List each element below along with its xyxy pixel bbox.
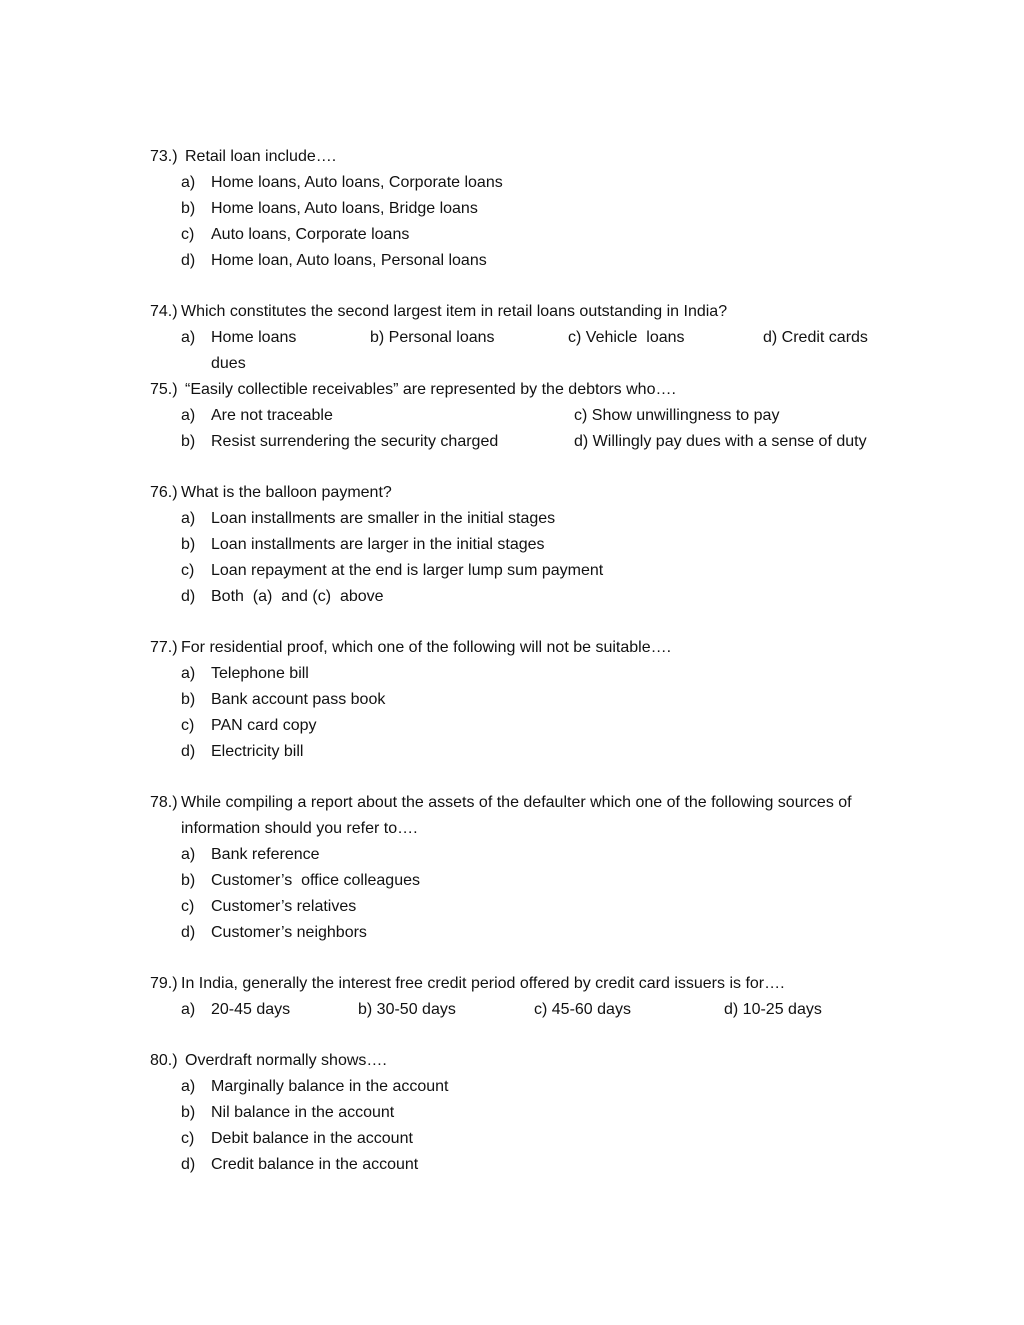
question-79-number: 79.): [150, 975, 178, 992]
q73-option-letter: a): [181, 174, 196, 191]
q73-option-text: Home loans, Auto loans, Bridge loans: [211, 200, 478, 217]
question-75-text: “Easily collectible receivables” are represented by the debtors who….: [185, 381, 676, 398]
question-73-number: 73.): [150, 148, 178, 165]
q77-option-text: PAN card copy: [211, 717, 317, 734]
q77-option-letter: d): [181, 743, 196, 760]
q78-option-letter: d): [181, 924, 196, 941]
q77-option-text: Telephone bill: [211, 665, 309, 682]
q74-option-letter: a): [181, 329, 196, 346]
q76-option-letter: c): [181, 562, 195, 579]
question-74-text: Which constitutes the second largest item in retail loans outstanding in India?: [181, 303, 728, 320]
q78-option-text: Customer’s neighbors: [211, 924, 367, 941]
q77-option-letter: c): [181, 717, 195, 734]
q80-option-text: Credit balance in the account: [211, 1156, 419, 1173]
q76-option-text: Both (a) and (c) above: [211, 588, 384, 605]
q78-option-text: Bank reference: [211, 846, 320, 863]
q79-option-text: 20-45 days: [211, 1001, 291, 1018]
q79-option-c: c) 45-60 days: [534, 1001, 631, 1018]
question-75-number: 75.): [150, 381, 178, 398]
q78-option-text: Customer’s relatives: [211, 898, 357, 915]
q74-option-b: b) Personal loans: [370, 329, 495, 346]
q80-option-letter: a): [181, 1078, 196, 1095]
q74-option-d: d) Credit cards: [763, 329, 868, 346]
question-76-number: 76.): [150, 484, 178, 501]
q76-option-text: Loan installments are smaller in the initial stages: [211, 510, 556, 527]
question-78-text: While compiling a report about the assets of the defaulter which one of the following sources of: [181, 794, 852, 811]
q80-option-letter: d): [181, 1156, 196, 1173]
q75-option-c: c) Show unwillingness to pay: [574, 407, 780, 424]
question-77-text: For residential proof, which one of the following will not be suitable….: [181, 639, 672, 656]
q80-option-letter: b): [181, 1104, 196, 1121]
q76-option-text: Loan repayment at the end is larger lump sum payment: [211, 562, 604, 579]
q79-option-letter: a): [181, 1001, 196, 1018]
q73-option-letter: c): [181, 226, 195, 243]
q78-option-text: Customer’s office colleagues: [211, 872, 420, 889]
q77-option-text: Bank account pass book: [211, 691, 386, 708]
q73-option-letter: b): [181, 200, 196, 217]
q74-option-c: c) Vehicle loans: [568, 329, 685, 346]
q74-option-text: Home loans: [211, 329, 297, 346]
q75-option-letter: b): [181, 433, 196, 450]
question-80-number: 80.): [150, 1052, 178, 1069]
q75-option-d: d) Willingly pay dues with a sense of duty: [574, 433, 867, 450]
q77-option-letter: a): [181, 665, 196, 682]
q80-option-text: Debit balance in the account: [211, 1130, 413, 1147]
q76-option-text: Loan installments are larger in the initial stages: [211, 536, 545, 553]
q76-option-letter: d): [181, 588, 196, 605]
q77-option-letter: b): [181, 691, 196, 708]
question-77-number: 77.): [150, 639, 178, 656]
q76-option-letter: b): [181, 536, 196, 553]
q75-option-text: Resist surrendering the security charged: [211, 433, 499, 450]
q78-option-letter: c): [181, 898, 195, 915]
q78-option-letter: b): [181, 872, 196, 889]
q76-option-letter: a): [181, 510, 196, 527]
q79-option-d: d) 10-25 days: [724, 1001, 822, 1018]
q79-option-b: b) 30-50 days: [358, 1001, 456, 1018]
q80-option-letter: c): [181, 1130, 195, 1147]
q73-option-letter: d): [181, 252, 196, 269]
question-79-text: In India, generally the interest free credit period offered by credit card issuers is for….: [181, 975, 785, 992]
question-73-text: Retail loan include….: [185, 148, 337, 165]
question-76-text: What is the balloon payment?: [181, 484, 392, 501]
q80-option-text: Nil balance in the account: [211, 1104, 395, 1121]
q73-option-text: Home loans, Auto loans, Corporate loans: [211, 174, 503, 191]
q77-option-text: Electricity bill: [211, 743, 304, 760]
q75-option-letter: a): [181, 407, 196, 424]
question-78-number: 78.): [150, 794, 178, 811]
q73-option-text: Auto loans, Corporate loans: [211, 226, 410, 243]
q75-option-text: Are not traceable: [211, 407, 333, 424]
q74-option-d-continued: dues: [211, 355, 246, 372]
question-80-text: Overdraft normally shows….: [185, 1052, 387, 1069]
q78-option-letter: a): [181, 846, 196, 863]
q73-option-text: Home loan, Auto loans, Personal loans: [211, 252, 487, 269]
question-74-number: 74.): [150, 303, 178, 320]
q80-option-text: Marginally balance in the account: [211, 1078, 449, 1095]
question-78-text-continued: information should you refer to….: [181, 820, 418, 837]
